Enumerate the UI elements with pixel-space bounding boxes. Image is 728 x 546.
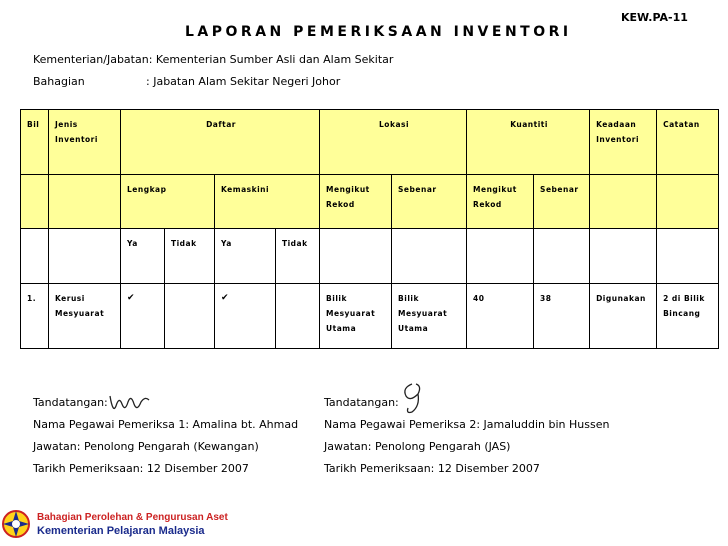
ministry-line: Kementerian/Jabatan: Kementerian Sumber Asli dan Alam Sekitar [33,53,394,66]
header-catatan: Catatan [657,110,719,175]
cell-lokasi-rekod: Bilik Mesyuarat Utama [320,284,392,349]
table-row [21,284,719,349]
cell-empty [657,229,719,284]
cell-lengkap-tidak [165,284,215,349]
footer-logo-line1: Bahagian Perolehan & Pengurusan Aset [37,512,228,523]
cell-empty [534,229,590,284]
cell-kuantiti-rekod: 40 [467,284,534,349]
cell-keadaan: Digunakan [590,284,657,349]
cell-empty [21,229,49,284]
cell-empty [467,229,534,284]
header-daftar: Daftar [121,110,320,175]
ministry-crest-icon [0,503,36,545]
cell-empty [392,229,467,284]
header-kuantiti-mengikut: Mengikut Rekod [467,175,534,229]
table-header-row [21,110,719,175]
header-keadaan: Keadaan Inventori [590,110,657,175]
form-code: KEW.PA-11 [621,11,688,24]
inspection-date-1: Tarikh Pemeriksaan: 12 Disember 2007 [33,462,249,475]
cell-kuantiti-sebenar: 38 [534,284,590,349]
header-bil-cont [21,175,49,229]
cell-empty [49,229,121,284]
header-jenis: Jenis Inventori [49,110,121,175]
header-lengkap: Lengkap [121,175,215,229]
header-lokasi: Lokasi [320,110,467,175]
cell-empty [320,229,392,284]
header-tidak-lengkap: Tidak [165,229,215,284]
cell-catatan: 2 di Bilik Bincang [657,284,719,349]
cell-kemaskini-ya: ✔ [215,284,276,349]
footer-logo-line2: Kementerian Pelajaran Malaysia [37,525,205,537]
header-catatan-cont [657,175,719,229]
officer-name-2: Nama Pegawai Pemeriksa 2: Jamaluddin bin Hussen [324,418,610,431]
cell-lokasi-sebenar: Bilik Mesyuarat Utama [392,284,467,349]
header-bil: Bil [21,110,49,175]
header-ya-lengkap: Ya [121,229,165,284]
header-kuantiti: Kuantiti [467,110,590,175]
cell-empty [590,229,657,284]
page-title: LAPORAN PEMERIKSAAN INVENTORI [185,24,572,40]
header-kemaskini: Kemaskini [215,175,320,229]
officer-position-1: Jawatan: Penolong Pengarah (Kewangan) [33,440,259,453]
header-kuantiti-sebenar: Sebenar [534,175,590,229]
signature-label-2: Tandatangan: [324,396,399,409]
header-lokasi-mengikut: Mengikut Rekod [320,175,392,229]
signature-mark-1 [107,386,151,416]
cell-jenis: Kerusi Mesyuarat [49,284,121,349]
header-keadaan-cont [590,175,657,229]
officer-name-1: Nama Pegawai Pemeriksa 1: Amalina bt. Ahmad [33,418,299,431]
officer-position-2: Jawatan: Penolong Pengarah (JAS) [324,440,511,453]
header-tidak-kemaskini: Tidak [276,229,320,284]
inventory-table [20,109,719,349]
bahagian-value: : Jabatan Alam Sekitar Negeri Johor [146,75,341,88]
header-ya-kemaskini: Ya [215,229,276,284]
table-subheader-row [21,175,719,229]
signature-mark-2 [398,380,434,416]
bahagian-label: Bahagian [33,75,85,88]
cell-lengkap-ya: ✔ [121,284,165,349]
cell-bil: 1. [21,284,49,349]
signature-label-1: Tandatangan: [33,396,108,409]
header-jenis-cont [49,175,121,229]
cell-kemaskini-tidak [276,284,320,349]
inspection-date-2: Tarikh Pemeriksaan: 12 Disember 2007 [324,462,540,475]
header-lokasi-sebenar: Sebenar [392,175,467,229]
table-yesno-row [21,229,719,284]
